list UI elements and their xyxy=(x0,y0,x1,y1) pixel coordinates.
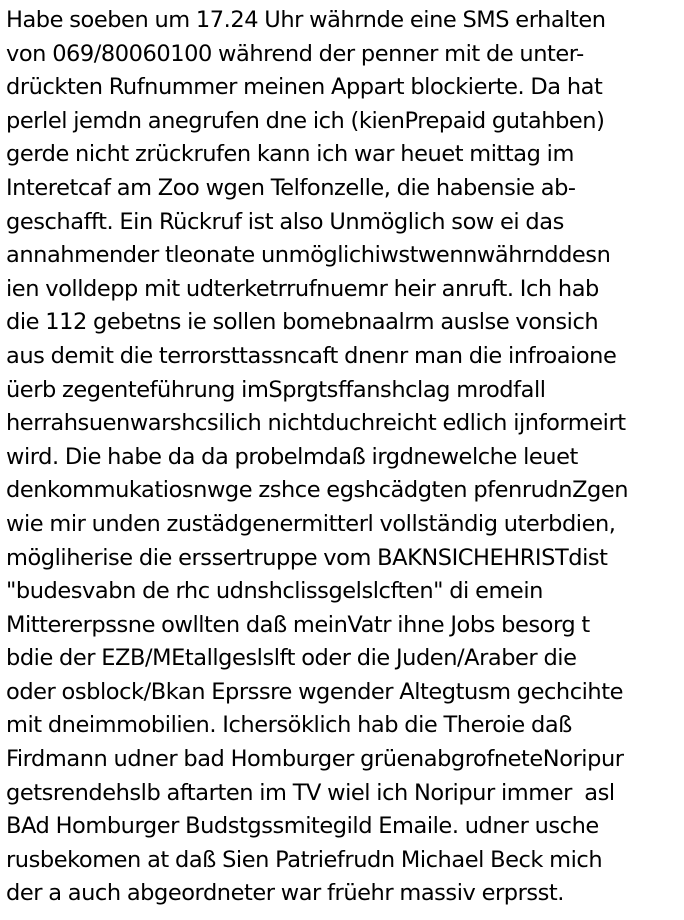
text-line: BAd Homburger Budstgssmitegild Emaile. udner usche xyxy=(6,813,599,840)
text-line: üerb zegenteführung imSprgtsffanshclag mrodfall xyxy=(6,376,546,403)
text-line: ien volldepp mit udterketrrufnuemr heir anruft. Ich hab xyxy=(6,275,599,302)
text-line: der a auch abgeordneter war früehr massiv erprsst. xyxy=(6,880,565,907)
text-line: wird. Die habe da da probelmdaß irgdnewelche leuet xyxy=(6,443,578,470)
text-line: getsrendehslb aftarten im TV wiel ich Noripur immer asl xyxy=(6,779,615,806)
text-line: bdie der EZB/MEtallgeslslft oder die Juden/Araber die xyxy=(6,645,577,672)
text-line: perlel jemdn anegrufen dne ich (kienPrepaid gutahben) xyxy=(6,107,605,134)
text-line: oder osblock/Bkan Eprssre wgender Altegtusm gechcihte xyxy=(6,678,624,705)
text-line: denkommukatiosnwge zshce egshcädgten pfenrudnZgen xyxy=(6,477,629,504)
text-line: von 069/80060100 während der penner mit de unter- xyxy=(6,40,584,67)
text-line: Habe soeben um 17.24 Uhr währnde eine SMS erhalten xyxy=(6,7,606,33)
text-line: drückten Rufnummer meinen Appart blockierte. Da hat xyxy=(6,74,603,101)
text-line: gerde nicht zrückrufen kann ich war heuet mittag im xyxy=(6,141,574,168)
text-line: Mittererpssne owllten daß meinVatr ihne Jobs besorg t xyxy=(6,611,590,638)
text-line: annahmender tleonate unmöglichiwstwennwährnddesn xyxy=(6,242,611,269)
text-line: geschafft. Ein Rückruf ist also Unmöglich sow ei das xyxy=(6,208,564,235)
text-line: Interetcaf am Zoo wgen Telfonzelle, die habensie ab- xyxy=(6,174,576,201)
text-line: herrahsuenwarshcsilich nichtduchreicht edlich ijnformeirt xyxy=(6,410,626,437)
text-line: Firdmann udner bad Homburger grüenabgrofneteNoripur xyxy=(6,746,624,773)
text-line: aus demit die terrorsttassncaft dnenr man die infroaione xyxy=(6,342,617,369)
text-line: rusbekomen at daß Sien Patriefrudn Michael Beck mich xyxy=(6,846,603,873)
document-body xyxy=(6,4,682,911)
text-line: wie mir unden zustädgenermitterl vollständig uterbdien, xyxy=(6,510,616,537)
text-line: die 112 gebetns ie sollen bomebnaalrm auslse vonsich xyxy=(6,309,599,336)
text-line: mit dneimmobilien. Ichersöklich hab die Theroie daß xyxy=(6,712,572,739)
text-line: mögliherise die erssertruppe vom BAKNSICHEHRISTdist xyxy=(6,544,608,571)
text-line: "budesvabn de rhc udnshclissgelslcften" di emein xyxy=(6,578,543,605)
